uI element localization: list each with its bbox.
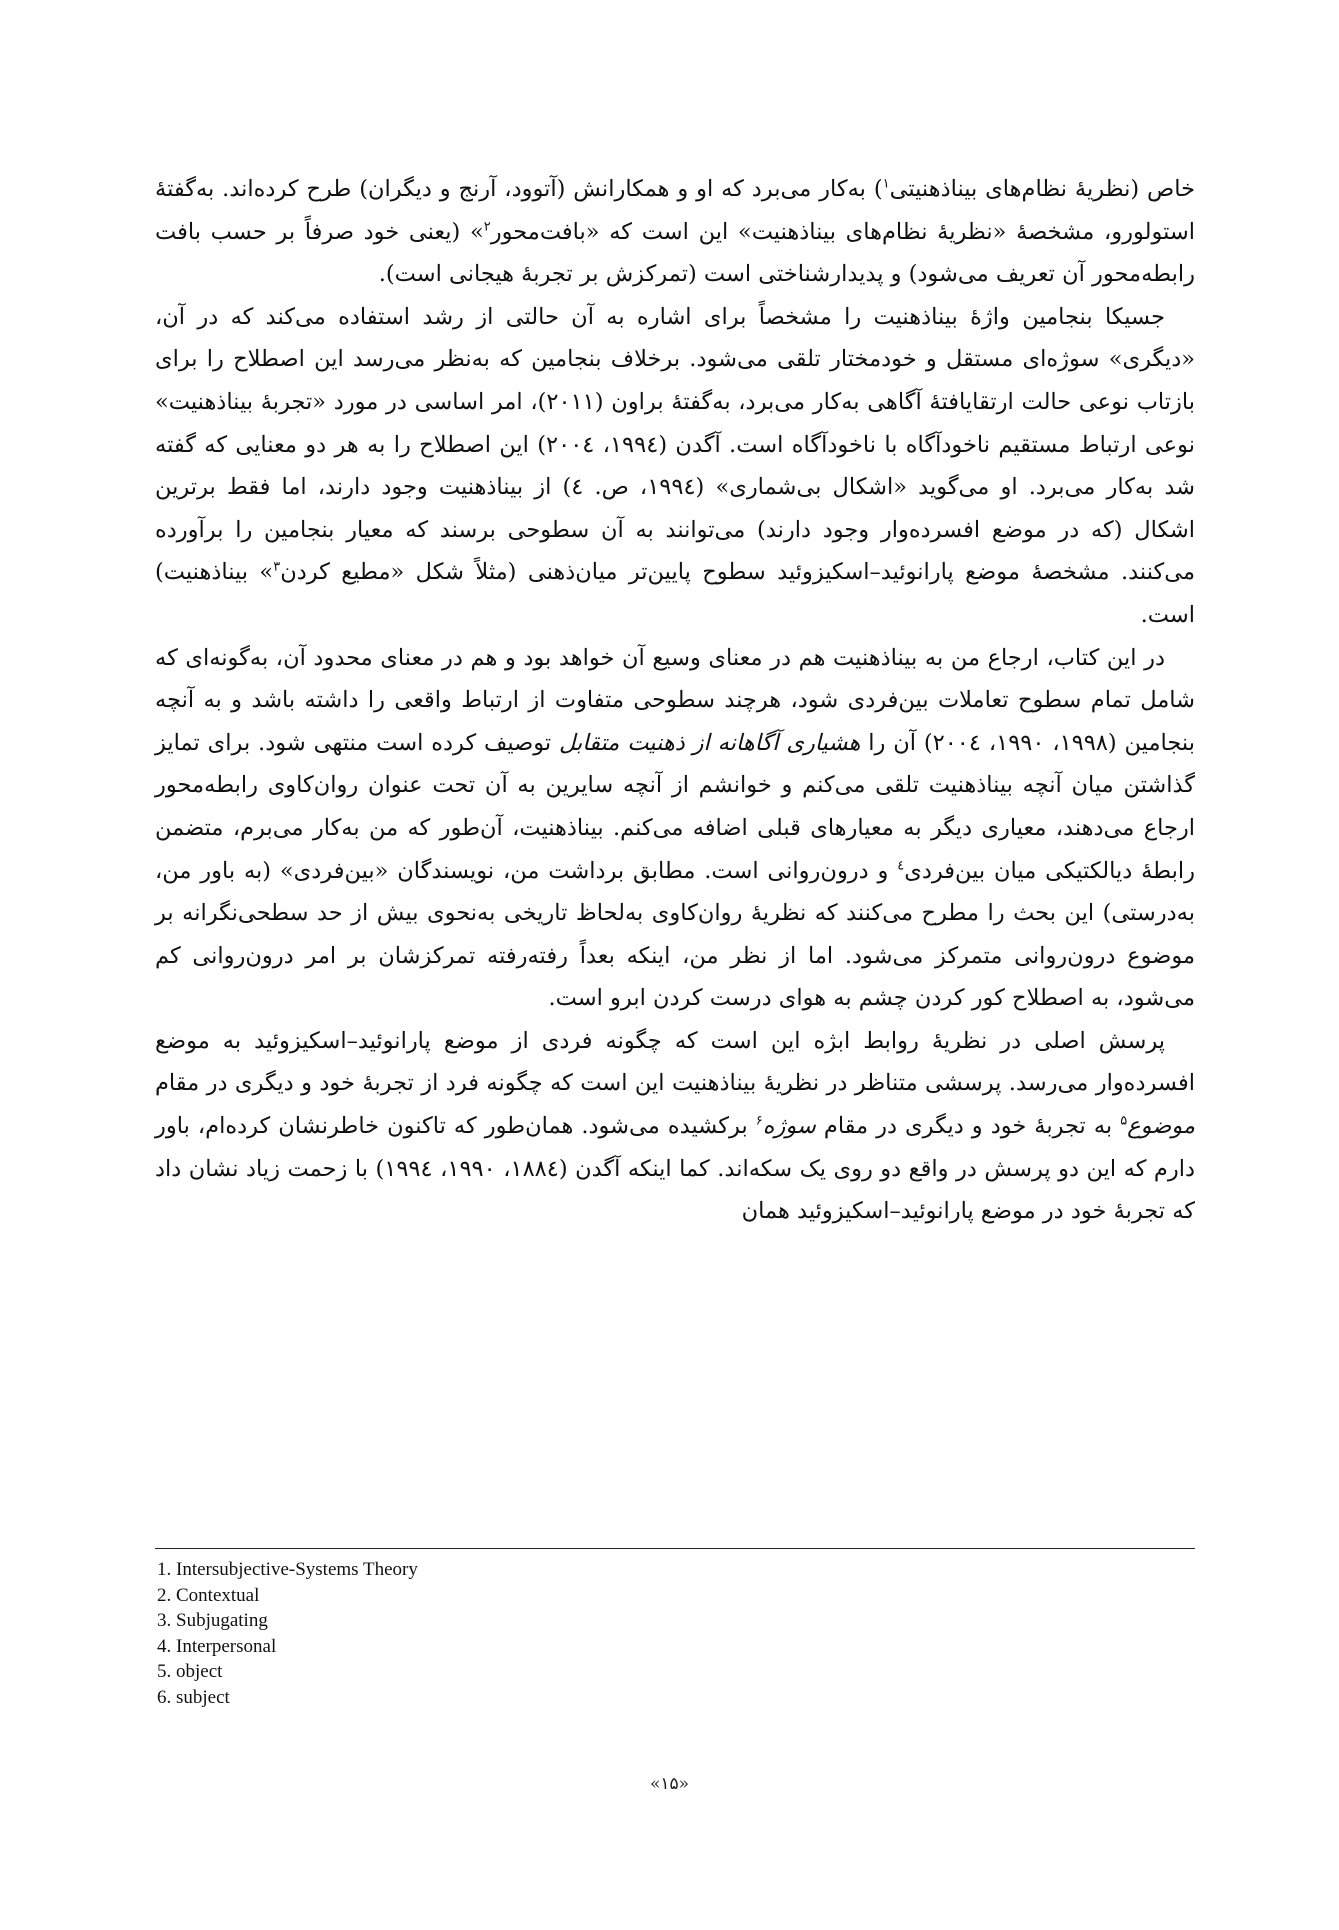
text-run: توصیف کرده است منتهی شود. برای تمایز گذاشتن میان آنچه بیناذهنیت تلقی می‌کنم و خوانشم از آنچه سایرین به آن تحت عنوان روان‌کاوی رابطه‌محور ارجاع می‌دهند، معیاری دیگر به معیارهای قبلی اضافه می‌کنم. بیناذهنیت، آن‌طور که من به‌کار می‌برم، متضمن رابطهٔ دیالکتیکی میان بین‌فردی	[155, 729, 1196, 884]
footnote-marker: ۳	[273, 559, 281, 575]
body-text	[155, 168, 1195, 1233]
text-run: خاص (نظریهٔ نظام‌های بیناذهنیتی	[889, 176, 1196, 202]
paragraph	[155, 296, 1195, 637]
paragraph	[155, 168, 1195, 296]
footnotes-list	[157, 1557, 857, 1711]
text-run: » (یعنی خود صرفاً بر حسب بافت رابطه‌محور آن تعریف می‌شود) و پدیدارشناختی است (تمرکزش بر تجربهٔ هیجانی است).	[155, 218, 1195, 288]
paragraph	[155, 637, 1195, 1020]
text-run: » بیناذهنیت) است.	[155, 559, 1195, 628]
page-number: «۱۵»	[649, 1774, 690, 1794]
footnote-item: 1. Intersubjective-Systems Theory	[157, 1559, 418, 1580]
footnote-marker: ۵	[1120, 1113, 1128, 1129]
text-run: ) به‌کار می‌برد که او و همکارانش (آتوود، آرنج و دیگران) طرح کرده‌اند. به‌گفتهٔ استولورو، مشخصهٔ «نظریهٔ نظام‌های بیناذهنیت» این است که «بافت‌محور	[155, 176, 1195, 245]
footnote-marker: ۱	[882, 176, 890, 192]
text-run: در این کتاب، ارجاع من به بیناذهنیت هم در معنای وسیع آن خواهد بود و هم در معنای محدود آن، به‌گونه‌ای که شامل تمام سطوح تعاملات بین‌فردی شود، هرچند سطوحی متفاوت از ارتباط واقعی را داشته باشد و به آنچه بنجامین (۱۹۹۸، ۱۹۹۰، ۲۰۰٤) آن را	[155, 644, 1195, 756]
paragraph	[155, 1020, 1195, 1233]
footnote-item: 6. subject	[157, 1686, 230, 1708]
footnote-marker: ۶	[755, 1113, 763, 1129]
footnote-marker: ۲	[483, 219, 491, 235]
text-run: جسیکا بنجامین واژهٔ بیناذهنیت را مشخصاً برای اشاره به آن حالتی از رشد استفاده می‌کند که در آن، «دیگری» سوژه‌ای مستقل و خودمختار تلقی می‌شود. برخلاف بنجامین که به‌نظر می‌رسد این اصطلاح را برای بازتاب نوعی حالت ارتقایافتهٔ آگاهی به‌کار می‌برد، به‌گفتهٔ براون (۲۰۱۱)، امر اساسی در مورد «تجربهٔ بیناذهنیت» نوعی ارتباط مستقیم ناخودآگاه با ناخودآگاه است. آگدن (۱۹۹٤، ۲۰۰٤) این اصطلاح را به هر دو معنایی که گفته شد به‌کار می‌برد. او می‌گوید «اشکال بی‌شماری» (۱۹۹٤، ص. ٤) از بیناذهنیت وجود دارند، اما فقط برترین اشکال (که در موضع افسرده‌وار وجود دارند) می‌توانند به آن سطوحی برسند که معیار بنجامین را برآورده می‌کنند. مشخصهٔ موضع پارانوئید–اسکیزوئید سطوح پایین‌تر میان‌ذهنی (مثلاً شکل «مطیع کردن	[155, 303, 1196, 586]
text-run: پرسش اصلی در نظریهٔ روابط ابژه این است که چگونه فردی از موضع پارانوئید–اسکیزوئید به موضع افسرده‌وار می‌رسد. پرسشی متناظر در نظریهٔ بیناذهنیت این است که چگونه فرد از تجربهٔ خود و دیگری در مقام	[155, 1027, 1195, 1097]
footnote-item: 3. Subjugating	[157, 1610, 268, 1632]
footnote-marker: ٤	[897, 858, 905, 873]
emphasis-text: موضوع	[1127, 1113, 1196, 1140]
footnote-item: 2. Contextual	[157, 1584, 260, 1606]
text-run: و درون‌روانی است. مطابق برداشت من، نویسندگان «بین‌فردی» (به باور من، به‌درستی) این بحث را مطرح می‌کنند که نظریهٔ روان‌کاوی به‌لحاظ تاریخی به‌نحوی بیش از حد سطحی‌نگرانه بر موضوع درون‌روانی متمرکز می‌شود. اما از نظر من، اینکه بعداً رفته‌رفته تمرکزشان بر امر درون‌روانی کم می‌شود، به اصطلاح کور کردن چشم به هوای درست کردن ابرو است.	[155, 857, 1195, 1012]
emphasis-text: سوژه	[762, 1113, 816, 1140]
emphasis-text: هشیاری آگاهانه از ذهنیت متقابل	[558, 729, 861, 756]
footnote-item: 5. object	[157, 1661, 223, 1683]
text-run: به تجربهٔ خود و دیگری در مقام	[815, 1113, 1121, 1140]
text-run: برکشیده می‌شود. همان‌طور که تاکنون خاطرنشان کرده‌ام، باور دارم که این دو پرسش در واقع دو روی یک سکه‌اند. کما اینکه آگدن (۱۸۸٤، ۱۹۹۰، ۱۹۹٤) با زحمت زیاد نشان داد که تجربهٔ خود در موضع پارانوئید–اسکیزوئید همان	[155, 1113, 1195, 1225]
footnote-separator	[155, 1548, 1195, 1549]
footnote-item: 4. Interpersonal	[157, 1635, 277, 1657]
